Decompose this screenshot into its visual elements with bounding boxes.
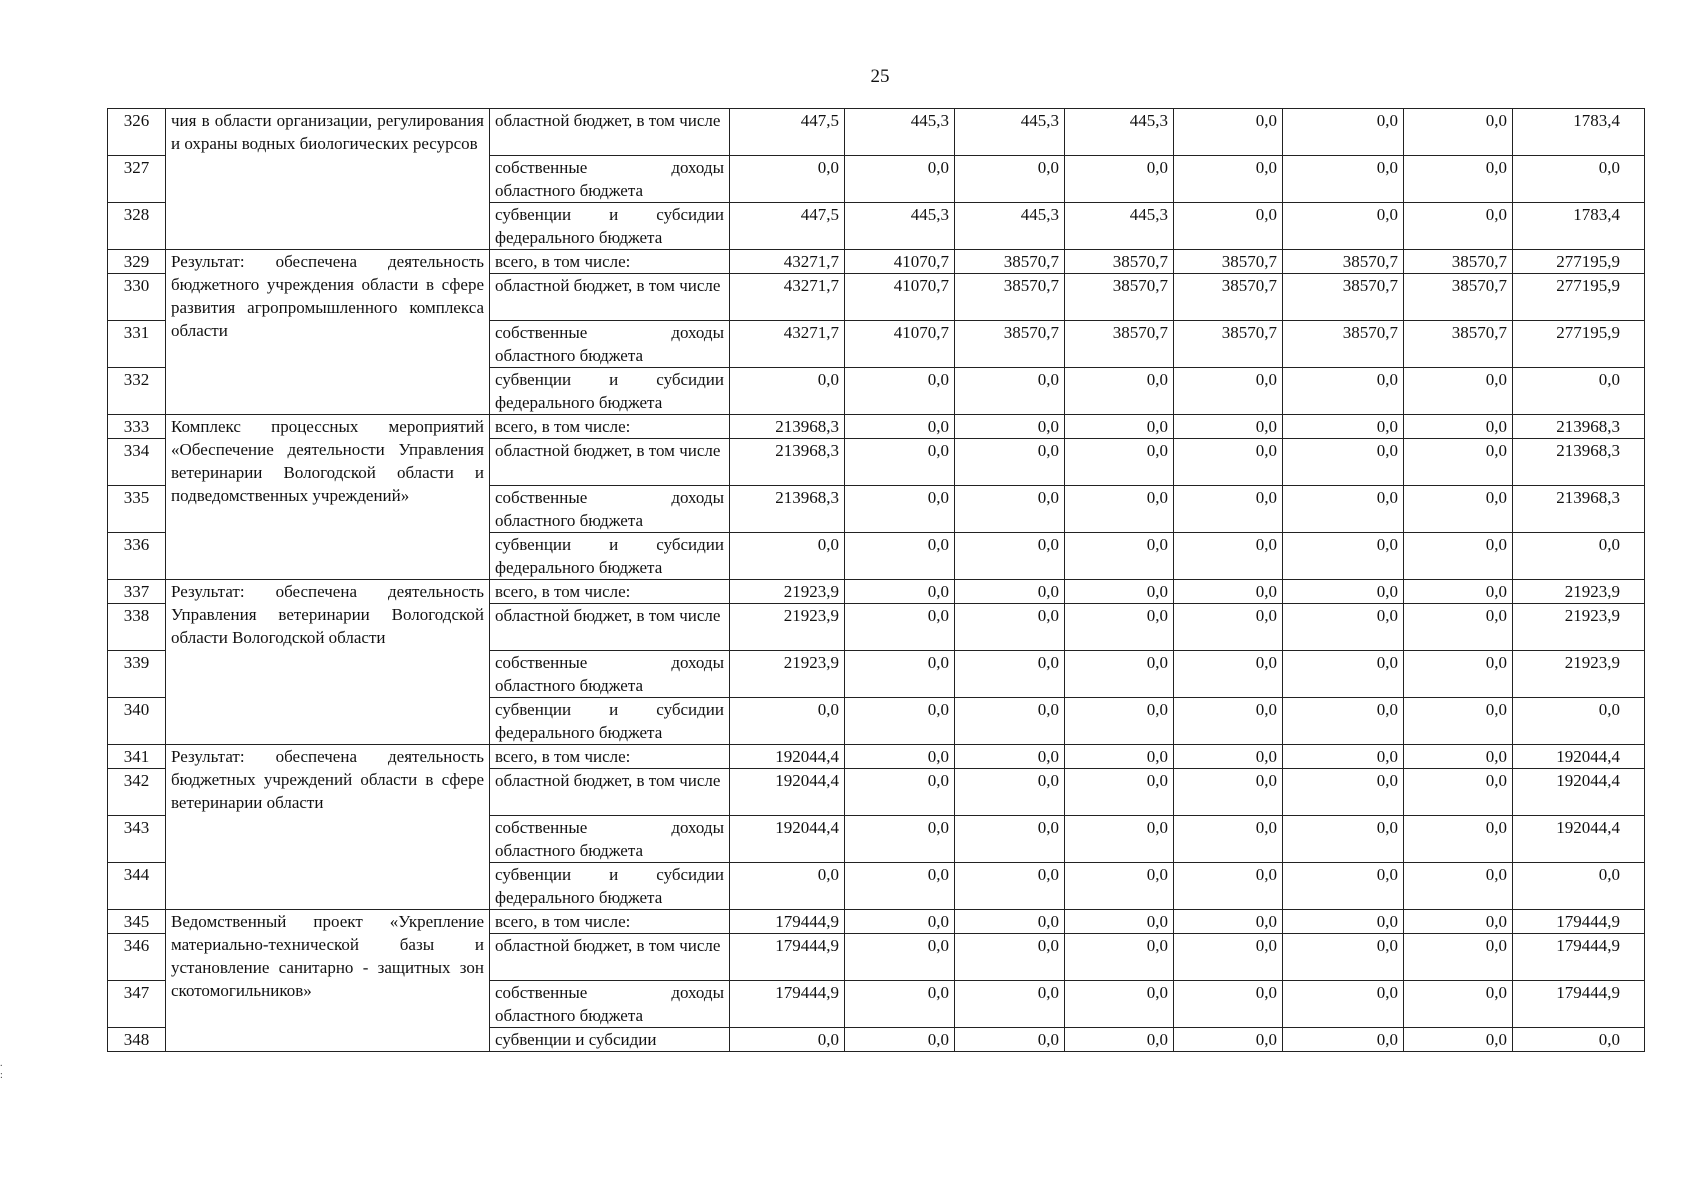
amount-value: 447,5 (730, 109, 845, 156)
row-number: 334 (108, 439, 166, 486)
amount-value: 0,0 (1283, 934, 1404, 981)
amount-value: 447,5 (730, 203, 845, 250)
funding-source: собственные доходы областного бюджета (490, 981, 730, 1028)
amount-value: 38570,7 (955, 274, 1065, 321)
amount-value: 0,0 (1065, 1028, 1174, 1052)
amount-value: 0,0 (1283, 203, 1404, 250)
amount-value: 0,0 (1174, 156, 1283, 203)
amount-value: 0,0 (1174, 1028, 1283, 1052)
amount-value: 0,0 (1174, 863, 1283, 910)
amount-value: 0,0 (955, 745, 1065, 769)
amount-value: 0,0 (1283, 1028, 1404, 1052)
amount-value: 0,0 (955, 1028, 1065, 1052)
amount-value: 41070,7 (845, 321, 955, 368)
amount-value: 192044,4 (730, 816, 845, 863)
funding-source: субвенции и субсидии федерального бюджета (490, 863, 730, 910)
amount-value: 0,0 (1283, 863, 1404, 910)
amount-value: 0,0 (955, 580, 1065, 604)
amount-value: 0,0 (1283, 156, 1404, 203)
amount-value: 0,0 (1065, 604, 1174, 651)
amount-value: 192044,4 (730, 745, 845, 769)
amount-value: 213968,3 (730, 486, 845, 533)
funding-source: собственные доходы областного бюджета (490, 651, 730, 698)
row-number: 328 (108, 203, 166, 250)
table-row (108, 250, 1645, 274)
amount-value: 0,0 (1404, 203, 1513, 250)
amount-value: 0,0 (955, 863, 1065, 910)
amount-value: 38570,7 (1174, 274, 1283, 321)
total-value: 0,0 (1513, 698, 1645, 745)
amount-value: 0,0 (1404, 604, 1513, 651)
amount-value: 0,0 (845, 981, 955, 1028)
amount-value: 0,0 (1174, 533, 1283, 580)
row-number: 336 (108, 533, 166, 580)
amount-value: 41070,7 (845, 274, 955, 321)
table-body (108, 109, 1645, 1052)
amount-value: 0,0 (1174, 580, 1283, 604)
table-row (108, 745, 1645, 769)
amount-value: 0,0 (730, 698, 845, 745)
total-value: 0,0 (1513, 1028, 1645, 1052)
funding-source: всего, в том числе: (490, 250, 730, 274)
amount-value: 0,0 (845, 533, 955, 580)
funding-source: субвенции и субсидии федерального бюджета (490, 368, 730, 415)
amount-value: 0,0 (955, 604, 1065, 651)
amount-value: 0,0 (845, 368, 955, 415)
amount-value: 0,0 (955, 910, 1065, 934)
row-number: 347 (108, 981, 166, 1028)
amount-value: 0,0 (1065, 910, 1174, 934)
amount-value: 0,0 (955, 769, 1065, 816)
funding-source: всего, в том числе: (490, 745, 730, 769)
amount-value: 0,0 (1404, 863, 1513, 910)
amount-value: 38570,7 (1283, 274, 1404, 321)
funding-source: всего, в том числе: (490, 910, 730, 934)
row-number: 329 (108, 250, 166, 274)
amount-value: 38570,7 (1404, 274, 1513, 321)
row-number: 341 (108, 745, 166, 769)
total-value: 0,0 (1513, 368, 1645, 415)
amount-value: 0,0 (845, 486, 955, 533)
amount-value: 213968,3 (730, 439, 845, 486)
amount-value: 213968,3 (730, 415, 845, 439)
funding-source: собственные доходы областного бюджета (490, 816, 730, 863)
funding-source: областной бюджет, в том числе (490, 109, 730, 156)
amount-value: 21923,9 (730, 604, 845, 651)
total-value: 179444,9 (1513, 934, 1645, 981)
amount-value: 0,0 (1283, 580, 1404, 604)
amount-value: 0,0 (1065, 816, 1174, 863)
amount-value: 0,0 (1404, 816, 1513, 863)
total-value: 1783,4 (1513, 203, 1645, 250)
amount-value: 0,0 (1283, 769, 1404, 816)
amount-value: 0,0 (955, 816, 1065, 863)
amount-value: 38570,7 (1404, 250, 1513, 274)
amount-value: 0,0 (845, 816, 955, 863)
amount-value: 43271,7 (730, 321, 845, 368)
total-value: 0,0 (1513, 863, 1645, 910)
amount-value: 0,0 (955, 651, 1065, 698)
amount-value: 38570,7 (1065, 321, 1174, 368)
total-value: 192044,4 (1513, 769, 1645, 816)
funding-source: областной бюджет, в том числе (490, 934, 730, 981)
amount-value: 41070,7 (845, 250, 955, 274)
total-value: 1783,4 (1513, 109, 1645, 156)
row-description: чия в области организации, регулирования и охраны водных биологических ресурсов (166, 109, 490, 250)
funding-source: всего, в том числе: (490, 415, 730, 439)
amount-value: 0,0 (1065, 156, 1174, 203)
edge-mark: . : (0, 1058, 3, 1081)
amount-value: 38570,7 (955, 321, 1065, 368)
row-number: 333 (108, 415, 166, 439)
row-description: Результат: обеспечена деятельность Управления ветеринарии Вологодской области Вологодской области (166, 580, 490, 745)
row-number: 326 (108, 109, 166, 156)
total-value: 277195,9 (1513, 321, 1645, 368)
row-description: Результат: обеспечена деятельность бюджетных учреждений области в сфере ветеринарии области (166, 745, 490, 910)
amount-value: 0,0 (1065, 439, 1174, 486)
funding-source: субвенции и субсидии (490, 1028, 730, 1052)
row-number: 330 (108, 274, 166, 321)
amount-value: 0,0 (1174, 769, 1283, 816)
amount-value: 0,0 (955, 934, 1065, 981)
total-value: 179444,9 (1513, 981, 1645, 1028)
amount-value: 0,0 (845, 769, 955, 816)
total-value: 213968,3 (1513, 415, 1645, 439)
row-description: Результат: обеспечена деятельность бюджетного учреждения области в сфере развития агропромышленного комплекса области (166, 250, 490, 415)
amount-value: 0,0 (1065, 934, 1174, 981)
row-description: Комплекс процессных мероприятий «Обеспечение деятельности Управления ветеринарии Вологодской области и подведомственных учреждений» (166, 415, 490, 580)
amount-value: 0,0 (1174, 698, 1283, 745)
amount-value: 0,0 (955, 368, 1065, 415)
amount-value: 0,0 (1174, 745, 1283, 769)
funding-source: областной бюджет, в том числе (490, 769, 730, 816)
amount-value: 0,0 (955, 415, 1065, 439)
page-number: 25 (870, 66, 890, 87)
amount-value: 0,0 (1174, 439, 1283, 486)
amount-value: 0,0 (1065, 368, 1174, 415)
funding-source: областной бюджет, в том числе (490, 439, 730, 486)
amount-value: 38570,7 (1174, 250, 1283, 274)
row-number: 327 (108, 156, 166, 203)
amount-value: 0,0 (1283, 439, 1404, 486)
row-number: 331 (108, 321, 166, 368)
amount-value: 0,0 (1065, 698, 1174, 745)
amount-value: 0,0 (845, 439, 955, 486)
amount-value: 0,0 (1283, 415, 1404, 439)
amount-value: 38570,7 (1065, 274, 1174, 321)
amount-value: 0,0 (1283, 604, 1404, 651)
amount-value: 21923,9 (730, 651, 845, 698)
amount-value: 0,0 (1174, 981, 1283, 1028)
amount-value: 0,0 (1283, 533, 1404, 580)
amount-value: 0,0 (1065, 415, 1174, 439)
amount-value: 0,0 (1174, 934, 1283, 981)
amount-value: 0,0 (1404, 109, 1513, 156)
amount-value: 0,0 (845, 651, 955, 698)
amount-value: 43271,7 (730, 274, 845, 321)
amount-value: 445,3 (955, 109, 1065, 156)
amount-value: 0,0 (845, 1028, 955, 1052)
funding-source: собственные доходы областного бюджета (490, 321, 730, 368)
amount-value: 0,0 (1404, 698, 1513, 745)
amount-value: 0,0 (1174, 415, 1283, 439)
funding-source: собственные доходы областного бюджета (490, 486, 730, 533)
amount-value: 0,0 (1404, 934, 1513, 981)
row-number: 343 (108, 816, 166, 863)
row-number: 345 (108, 910, 166, 934)
funding-source: субвенции и субсидии федерального бюджета (490, 698, 730, 745)
row-number: 342 (108, 769, 166, 816)
amount-value: 0,0 (955, 698, 1065, 745)
amount-value: 0,0 (845, 863, 955, 910)
amount-value: 0,0 (1065, 745, 1174, 769)
table-row (108, 415, 1645, 439)
amount-value: 0,0 (730, 863, 845, 910)
row-number: 338 (108, 604, 166, 651)
amount-value: 192044,4 (730, 769, 845, 816)
amount-value: 0,0 (1174, 368, 1283, 415)
amount-value: 445,3 (845, 203, 955, 250)
amount-value: 0,0 (1065, 863, 1174, 910)
amount-value: 179444,9 (730, 910, 845, 934)
amount-value: 0,0 (1174, 486, 1283, 533)
total-value: 21923,9 (1513, 651, 1645, 698)
amount-value: 0,0 (845, 156, 955, 203)
amount-value: 38570,7 (1404, 321, 1513, 368)
amount-value: 0,0 (1404, 439, 1513, 486)
amount-value: 0,0 (845, 698, 955, 745)
row-number: 335 (108, 486, 166, 533)
amount-value: 38570,7 (955, 250, 1065, 274)
amount-value: 0,0 (845, 934, 955, 981)
amount-value: 38570,7 (1065, 250, 1174, 274)
amount-value: 0,0 (845, 745, 955, 769)
total-value: 192044,4 (1513, 816, 1645, 863)
amount-value: 38570,7 (1283, 321, 1404, 368)
amount-value: 0,0 (1174, 604, 1283, 651)
amount-value: 0,0 (845, 415, 955, 439)
amount-value: 0,0 (1404, 486, 1513, 533)
total-value: 277195,9 (1513, 274, 1645, 321)
funding-source: областной бюджет, в том числе (490, 604, 730, 651)
amount-value: 0,0 (955, 156, 1065, 203)
amount-value: 0,0 (1283, 368, 1404, 415)
amount-value: 43271,7 (730, 250, 845, 274)
amount-value: 0,0 (1404, 745, 1513, 769)
amount-value: 0,0 (955, 439, 1065, 486)
row-number: 340 (108, 698, 166, 745)
amount-value: 38570,7 (1174, 321, 1283, 368)
amount-value: 0,0 (955, 533, 1065, 580)
row-number: 348 (108, 1028, 166, 1052)
total-value: 21923,9 (1513, 580, 1645, 604)
funding-source: собственные доходы областного бюджета (490, 156, 730, 203)
amount-value: 0,0 (1404, 769, 1513, 816)
amount-value: 0,0 (845, 580, 955, 604)
amount-value: 0,0 (1404, 415, 1513, 439)
row-number: 346 (108, 934, 166, 981)
amount-value: 0,0 (1283, 698, 1404, 745)
amount-value: 0,0 (1404, 368, 1513, 415)
amount-value: 0,0 (1283, 816, 1404, 863)
total-value: 21923,9 (1513, 604, 1645, 651)
amount-value: 0,0 (845, 910, 955, 934)
amount-value: 0,0 (955, 981, 1065, 1028)
amount-value: 0,0 (845, 604, 955, 651)
table-row (108, 109, 1645, 156)
amount-value: 0,0 (1283, 486, 1404, 533)
amount-value: 0,0 (1404, 533, 1513, 580)
amount-value: 0,0 (1174, 816, 1283, 863)
amount-value: 445,3 (1065, 109, 1174, 156)
total-value: 213968,3 (1513, 486, 1645, 533)
row-description: Ведомственный проект «Укрепление материально-технической базы и установление санитарно - защитных зон скотомогильников» (166, 910, 490, 1052)
amount-value: 0,0 (1404, 981, 1513, 1028)
amount-value: 0,0 (1283, 910, 1404, 934)
funding-source: субвенции и субсидии федерального бюджета (490, 203, 730, 250)
amount-value: 0,0 (1404, 580, 1513, 604)
total-value: 277195,9 (1513, 250, 1645, 274)
amount-value: 0,0 (1283, 745, 1404, 769)
amount-value: 0,0 (1404, 651, 1513, 698)
total-value: 0,0 (1513, 533, 1645, 580)
amount-value: 0,0 (1283, 981, 1404, 1028)
amount-value: 0,0 (1283, 109, 1404, 156)
amount-value: 0,0 (730, 533, 845, 580)
amount-value: 0,0 (1404, 1028, 1513, 1052)
amount-value: 445,3 (1065, 203, 1174, 250)
amount-value: 0,0 (1065, 651, 1174, 698)
amount-value: 0,0 (1065, 769, 1174, 816)
amount-value: 0,0 (1065, 486, 1174, 533)
budget-table (107, 108, 1645, 1052)
amount-value: 0,0 (1404, 156, 1513, 203)
amount-value: 445,3 (845, 109, 955, 156)
amount-value: 0,0 (1174, 109, 1283, 156)
amount-value: 21923,9 (730, 580, 845, 604)
table-row (108, 580, 1645, 604)
row-number: 339 (108, 651, 166, 698)
amount-value: 0,0 (1174, 651, 1283, 698)
amount-value: 0,0 (1065, 533, 1174, 580)
amount-value: 0,0 (730, 368, 845, 415)
amount-value: 0,0 (1065, 981, 1174, 1028)
amount-value: 0,0 (730, 156, 845, 203)
total-value: 0,0 (1513, 156, 1645, 203)
amount-value: 0,0 (1065, 580, 1174, 604)
amount-value: 445,3 (955, 203, 1065, 250)
total-value: 192044,4 (1513, 745, 1645, 769)
funding-source: всего, в том числе: (490, 580, 730, 604)
row-number: 337 (108, 580, 166, 604)
amount-value: 0,0 (1404, 910, 1513, 934)
amount-value: 38570,7 (1283, 250, 1404, 274)
amount-value: 0,0 (1283, 651, 1404, 698)
funding-source: субвенции и субсидии федерального бюджета (490, 533, 730, 580)
funding-source: областной бюджет, в том числе (490, 274, 730, 321)
amount-value: 0,0 (730, 1028, 845, 1052)
total-value: 179444,9 (1513, 910, 1645, 934)
total-value: 213968,3 (1513, 439, 1645, 486)
amount-value: 179444,9 (730, 934, 845, 981)
row-number: 344 (108, 863, 166, 910)
amount-value: 0,0 (1174, 910, 1283, 934)
row-number: 332 (108, 368, 166, 415)
amount-value: 179444,9 (730, 981, 845, 1028)
table-row (108, 910, 1645, 934)
amount-value: 0,0 (955, 486, 1065, 533)
amount-value: 0,0 (1174, 203, 1283, 250)
